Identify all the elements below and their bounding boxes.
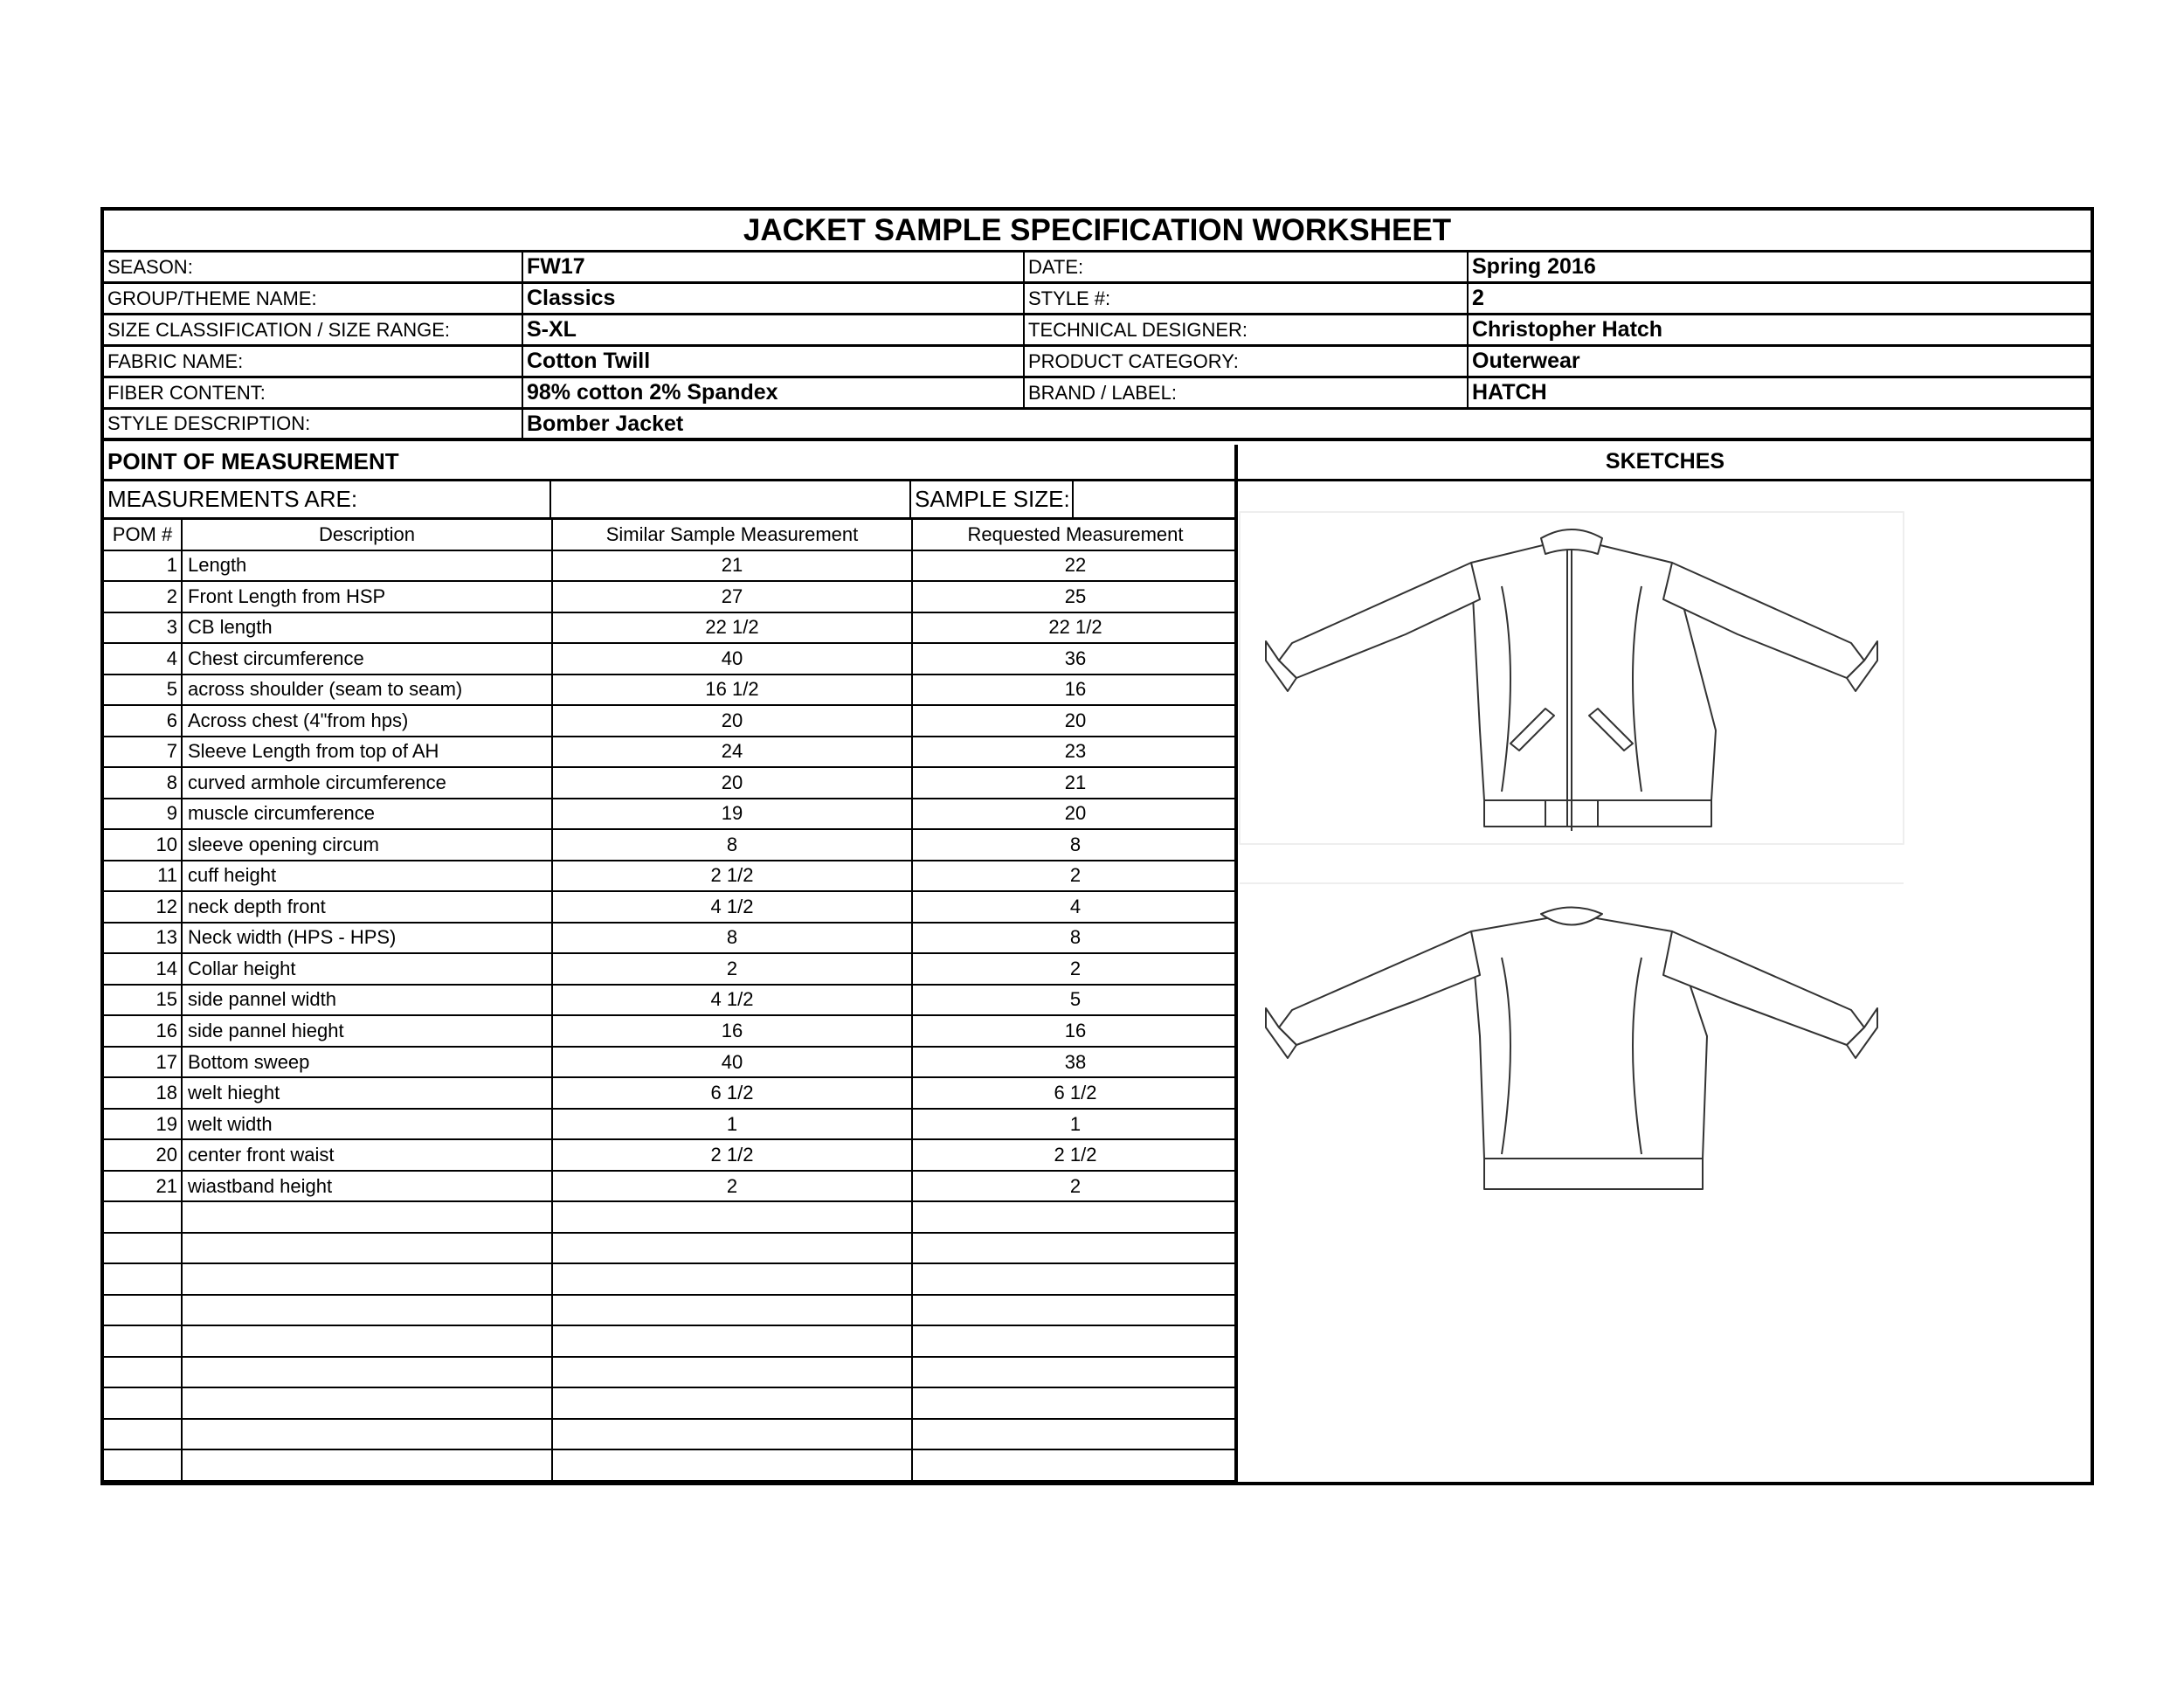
table-row	[104, 551, 1238, 583]
requested-value[interactable]: 8	[911, 830, 1238, 860]
requested-cell[interactable]	[911, 1264, 1238, 1294]
similar-sample-cell[interactable]	[551, 1264, 911, 1294]
table-row	[104, 675, 1238, 707]
table-row	[104, 1110, 1238, 1141]
measurements-are-value[interactable]	[549, 481, 913, 517]
requested-value[interactable]: 2	[911, 861, 1238, 891]
pom-number: 5	[166, 678, 177, 701]
empty-table-row	[104, 1358, 1238, 1389]
table-row	[104, 799, 1238, 831]
pom-number: 9	[166, 802, 177, 825]
empty-table-row	[104, 1234, 1238, 1265]
sample-size-label: SAMPLE SIZE:	[909, 481, 1077, 517]
description-header: Description	[181, 520, 551, 550]
empty-table-row	[104, 1420, 1238, 1451]
requested-value[interactable]: 16	[911, 675, 1238, 705]
header-label: STYLE #:	[1023, 284, 1467, 313]
table-row	[104, 1078, 1238, 1110]
front-sketch	[1240, 512, 1904, 844]
table-row	[104, 986, 1238, 1017]
description-cell[interactable]	[181, 1450, 551, 1480]
requested-cell[interactable]	[911, 1234, 1238, 1263]
table-row	[104, 1172, 1238, 1203]
header-value[interactable]: HATCH	[1467, 378, 2092, 407]
measurement-description: welt width	[181, 1110, 551, 1139]
similar-sample-value[interactable]: 6 1/2	[551, 1078, 911, 1108]
requested-value[interactable]: 2 1/2	[911, 1140, 1238, 1170]
pom-number: 1	[166, 554, 177, 577]
header-label: SIZE CLASSIFICATION / SIZE RANGE:	[107, 318, 450, 341]
similar-sample-cell[interactable]	[551, 1326, 911, 1356]
requested-value[interactable]: 2	[911, 1172, 1238, 1201]
requested-cell[interactable]	[911, 1326, 1238, 1356]
pom-number: 2	[166, 585, 177, 607]
table-row	[104, 1016, 1238, 1048]
header-value[interactable]: Cotton Twill	[522, 347, 1023, 376]
bomber-jacket-front-sketch-icon	[1240, 512, 1904, 844]
table-header-row	[104, 520, 1238, 551]
similar-sample-value[interactable]: 40	[551, 1048, 911, 1077]
header-row	[104, 378, 2091, 410]
requested-measurement-header: Requested Measurement	[911, 520, 1238, 550]
requested-cell[interactable]	[911, 1358, 1238, 1387]
description-cell[interactable]	[181, 1358, 551, 1387]
header-value[interactable]: Christopher Hatch	[1467, 315, 2092, 344]
requested-value[interactable]: 8	[911, 924, 1238, 953]
table-row	[104, 706, 1238, 737]
style-description-label: STYLE DESCRIPTION:	[107, 412, 311, 434]
measurements-are-row	[104, 479, 1238, 520]
pom-number: 10	[156, 833, 177, 855]
requested-value[interactable]: 6 1/2	[911, 1078, 1238, 1108]
table-row	[104, 861, 1238, 893]
pom-number-cell[interactable]	[104, 1450, 181, 1480]
pom-number-cell[interactable]	[104, 1420, 181, 1449]
requested-value[interactable]: 4	[911, 892, 1238, 922]
measurement-description: Collar height	[181, 954, 551, 984]
style-description-row	[104, 410, 2091, 441]
measurement-description: muscle circumference	[181, 799, 551, 829]
table-row	[104, 924, 1238, 955]
header-value[interactable]: Spring 2016	[1467, 253, 2092, 281]
back-sketch	[1240, 888, 1904, 1237]
measurement-rows	[104, 520, 1238, 1482]
similar-sample-value[interactable]: 1	[551, 1110, 911, 1139]
requested-value[interactable]: 22	[911, 551, 1238, 581]
header-row	[104, 253, 2091, 284]
pom-section-title: POINT OF MEASUREMENT	[107, 448, 399, 474]
requested-cell[interactable]	[911, 1296, 1238, 1325]
pom-number-header: POM #	[112, 522, 173, 545]
similar-sample-value[interactable]: 40	[551, 644, 911, 674]
empty-table-row	[104, 1326, 1238, 1358]
measurement-description: Front Length from HSP	[181, 582, 551, 612]
requested-value[interactable]: 20	[911, 706, 1238, 736]
pom-number: 8	[166, 771, 177, 793]
header-value[interactable]: 2	[1467, 284, 2092, 313]
similar-sample-value[interactable]: 20	[551, 706, 911, 736]
measurement-description: Across chest (4"from hps)	[181, 706, 551, 736]
similar-sample-value[interactable]: 4 1/2	[551, 986, 911, 1015]
measurement-description: Sleeve Length from top of AH	[181, 737, 551, 767]
measurement-description: welt hieght	[181, 1078, 551, 1108]
similar-sample-header: Similar Sample Measurement	[551, 520, 911, 550]
table-row	[104, 1048, 1238, 1079]
similar-sample-value[interactable]: 19	[551, 799, 911, 829]
style-description-value[interactable]: Bomber Jacket	[522, 410, 2092, 438]
table-row	[104, 613, 1238, 645]
description-cell[interactable]	[181, 1202, 551, 1232]
pom-number: 17	[156, 1050, 177, 1073]
header-label: PRODUCT CATEGORY:	[1023, 347, 1467, 376]
pom-number-cell[interactable]	[104, 1326, 181, 1356]
pom-number: 3	[166, 616, 177, 639]
empty-table-row	[104, 1202, 1238, 1234]
measurement-description: Chest circumference	[181, 644, 551, 674]
pom-number: 21	[156, 1174, 177, 1197]
similar-sample-cell[interactable]	[551, 1420, 911, 1449]
similar-sample-cell[interactable]	[551, 1388, 911, 1418]
pom-number: 13	[156, 926, 177, 949]
header-label: TECHNICAL DESIGNER:	[1023, 315, 1467, 344]
measurement-description: Neck width (HPS - HPS)	[181, 924, 551, 953]
pom-number: 18	[156, 1082, 177, 1104]
header-value[interactable]: S-XL	[522, 315, 1023, 344]
empty-table-row	[104, 1296, 1238, 1327]
measurement-description: across shoulder (seam to seam)	[181, 675, 551, 705]
similar-sample-cell[interactable]	[551, 1358, 911, 1387]
similar-sample-value[interactable]: 8	[551, 830, 911, 860]
description-cell[interactable]	[181, 1234, 551, 1263]
header-value[interactable]: Classics	[522, 284, 1023, 313]
empty-table-row	[104, 1388, 1238, 1420]
requested-value[interactable]: 23	[911, 737, 1238, 767]
measurement-description: center front waist	[181, 1140, 551, 1170]
pom-number-cell[interactable]	[104, 1358, 181, 1387]
requested-cell[interactable]	[911, 1420, 1238, 1449]
measurement-description: wiastband height	[181, 1172, 551, 1201]
worksheet-title: JACKET SAMPLE SPECIFICATION WORKSHEET	[104, 211, 2091, 253]
table-row	[104, 768, 1238, 799]
header-label: DATE:	[1023, 253, 1467, 281]
pom-number-cell[interactable]	[104, 1264, 181, 1294]
bomber-jacket-back-sketch-icon	[1240, 888, 1904, 1237]
sketches-divider	[1238, 479, 2092, 481]
measurement-description: side pannel width	[181, 986, 551, 1015]
requested-value[interactable]: 5	[911, 986, 1238, 1015]
header-row	[104, 347, 2091, 378]
requested-value[interactable]: 20	[911, 799, 1238, 829]
pom-number: 19	[156, 1112, 177, 1135]
measurement-table	[104, 479, 1238, 1485]
similar-sample-value[interactable]: 16 1/2	[551, 675, 911, 705]
pom-number: 20	[156, 1144, 177, 1166]
requested-cell[interactable]	[911, 1450, 1238, 1480]
requested-cell[interactable]	[911, 1388, 1238, 1418]
similar-sample-value[interactable]: 24	[551, 737, 911, 767]
similar-sample-value[interactable]: 16	[551, 1016, 911, 1046]
similar-sample-value[interactable]: 21	[551, 551, 911, 581]
requested-value[interactable]: 1	[911, 1110, 1238, 1139]
header-row	[104, 284, 2091, 315]
pom-number-cell[interactable]	[104, 1202, 181, 1232]
pom-number: 7	[166, 740, 177, 763]
similar-sample-cell[interactable]	[551, 1202, 911, 1232]
pom-number-cell[interactable]	[104, 1296, 181, 1325]
header-label: SEASON:	[107, 255, 193, 278]
table-row	[104, 737, 1238, 769]
measurement-description: CB length	[181, 613, 551, 643]
measurement-description: neck depth front	[181, 892, 551, 922]
similar-sample-value[interactable]: 27	[551, 582, 911, 612]
measurement-description: Bottom sweep	[181, 1048, 551, 1077]
pom-number: 4	[166, 647, 177, 669]
similar-sample-value[interactable]: 2	[551, 954, 911, 984]
measurement-description: cuff height	[181, 861, 551, 891]
spec-worksheet	[100, 207, 2094, 1485]
table-row	[104, 954, 1238, 986]
similar-sample-value[interactable]: 2 1/2	[551, 1140, 911, 1170]
requested-value[interactable]: 38	[911, 1048, 1238, 1077]
empty-table-row	[104, 1450, 1238, 1482]
description-cell[interactable]	[181, 1420, 551, 1449]
header-label: FIBER CONTENT:	[107, 381, 266, 404]
header-label: FABRIC NAME:	[107, 349, 244, 372]
empty-table-row	[104, 1264, 1238, 1296]
pom-number: 14	[156, 957, 177, 979]
similar-sample-cell[interactable]	[551, 1296, 911, 1325]
description-cell[interactable]	[181, 1326, 551, 1356]
requested-value[interactable]: 22 1/2	[911, 613, 1238, 643]
description-cell[interactable]	[181, 1296, 551, 1325]
requested-value[interactable]: 16	[911, 1016, 1238, 1046]
similar-sample-value[interactable]: 4 1/2	[551, 892, 911, 922]
pom-number: 12	[156, 895, 177, 917]
sample-size-value[interactable]	[1072, 481, 1240, 517]
measurement-description: curved armhole circumference	[181, 768, 551, 798]
pom-number-cell[interactable]	[104, 1388, 181, 1418]
description-cell[interactable]	[181, 1264, 551, 1294]
pom-number: 11	[157, 864, 177, 887]
description-cell[interactable]	[181, 1388, 551, 1418]
table-row	[104, 644, 1238, 675]
similar-sample-value[interactable]: 20	[551, 768, 911, 798]
measurement-description: side pannel hieght	[181, 1016, 551, 1046]
header-label: BRAND / LABEL:	[1023, 378, 1467, 407]
requested-value[interactable]: 21	[911, 768, 1238, 798]
table-row	[104, 1140, 1238, 1172]
requested-value[interactable]: 25	[911, 582, 1238, 612]
similar-sample-cell[interactable]	[551, 1450, 911, 1480]
table-row	[104, 892, 1238, 924]
requested-value[interactable]: 36	[911, 644, 1238, 674]
similar-sample-value[interactable]: 8	[551, 924, 911, 953]
similar-sample-value[interactable]: 22 1/2	[551, 613, 911, 643]
pom-number: 15	[156, 988, 177, 1011]
similar-sample-value[interactable]: 2 1/2	[551, 861, 911, 891]
measurements-are-label: MEASUREMENTS ARE:	[107, 486, 358, 512]
similar-sample-value[interactable]: 2	[551, 1172, 911, 1201]
pom-number: 16	[156, 1020, 177, 1041]
header-value[interactable]: Outerwear	[1467, 347, 2092, 376]
requested-cell[interactable]	[911, 1202, 1238, 1232]
pom-number: 6	[166, 709, 177, 731]
table-row	[104, 830, 1238, 861]
requested-value[interactable]: 2	[911, 954, 1238, 984]
pom-number-cell[interactable]	[104, 1234, 181, 1263]
header-label: GROUP/THEME NAME:	[107, 287, 317, 309]
table-row	[104, 582, 1238, 613]
header-value[interactable]: 98% cotton 2% Spandex	[522, 378, 1023, 407]
header-value[interactable]: FW17	[522, 253, 1023, 281]
header-row	[104, 315, 2091, 347]
measurement-description: sleeve opening circum	[181, 830, 551, 860]
measurement-description: Length	[181, 551, 551, 581]
similar-sample-cell[interactable]	[551, 1234, 911, 1263]
sketches-section-title: SKETCHES	[1605, 449, 1725, 474]
